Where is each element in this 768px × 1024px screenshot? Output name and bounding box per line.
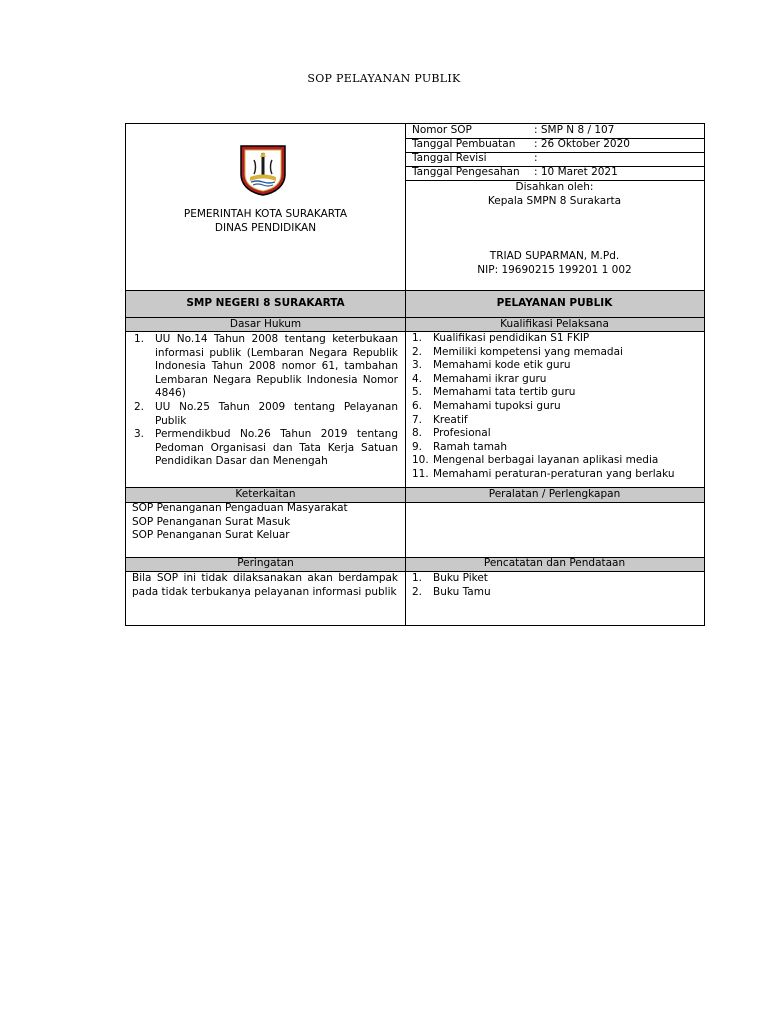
list-item: 4. Memahami ikrar guru [412,372,547,385]
signer-name: TRIAD SUPARMAN, M.Pd. [489,250,620,262]
list-item: SOP Penanganan Pengaduan Masyarakat [132,502,348,514]
list-item: SOP Penanganan Surat Keluar [132,529,290,542]
meta-row-tanggal-pembuatan: Tanggal Pembuatan : 26 Oktober 2020 [412,138,630,150]
document-title: SOP PELAYANAN PUBLIK [307,72,461,85]
kualifikasi-heading: Kualifikasi Pelaksana [500,318,609,330]
list-item: 6. Memahami tupoksi guru [412,399,561,412]
approval-block: Disahkan oleh: Kepala SMPN 8 Surakarta [487,181,622,207]
meta-row-nomor-sop: Nomor SOP : SMP N 8 / 107 [412,124,615,136]
pencatatan-heading: Pencatatan dan Pendataan [483,557,626,569]
peralatan-heading: Peralatan / Perlengkapan [488,488,621,500]
list-item: 5. Memahami tata tertib guru [412,386,576,399]
pencatatan-list [412,572,702,599]
kualifikasi-list [412,332,704,482]
school-name: SMP NEGERI 8 SURAKARTA [186,297,345,309]
organization-name: PEMERINTAH KOTA SURAKARTA DINAS PENDIDIKAN [183,208,348,234]
surakarta-emblem-icon [239,144,287,196]
list-item: 9. Ramah tamah [412,440,508,453]
signer-block [405,250,704,277]
meta-row-tanggal-revisi: Tanggal Revisi : [412,152,538,164]
list-item: 2. UU No.25 Tahun 2009 tentang Pelayanan Publik [134,400,398,427]
list-item: 7. Kreatif [412,413,468,426]
service-name: PELAYANAN PUBLIK [496,297,613,309]
list-item: 2. Memiliki kompetensi yang memadai [412,345,623,358]
list-item: 1. Kualifikasi pendidikan S1 FKIP [412,332,590,344]
dasar-hukum-list [134,333,398,469]
list-item: SOP Penanganan Surat Masuk [132,515,291,528]
list-item: 8. Profesional [412,427,491,440]
signer-nip: NIP: 19690215 199201 1 002 [477,263,632,276]
keterkaitan-list [132,502,402,543]
list-item: 1. Buku Piket [412,572,488,584]
list-item: 3. Permendikbud No.26 Tahun 2019 tentang Pedoman Organisasi dan Tata Kerja Satuan Pendidikan Dasar dan Menengah [134,428,398,468]
list-item: 2. Buku Tamu [412,585,491,598]
peringatan-heading: Peringatan [237,557,294,569]
dasar-hukum-heading: Dasar Hukum [229,318,302,330]
list-item: 3. Memahami kode etik guru [412,359,571,372]
list-item: 1. UU No.14 Tahun 2008 tentang keterbukaan informasi publik (Lembaran Negara Republik Indonesia Tahun 2008 nomor 61, tambahan Lembaran Negara Republik Indonesia Nomor 4846) [134,333,398,400]
sop-table [125,123,705,626]
meta-row-tanggal-pengesahan: Tanggal Pengesahan : 10 Maret 2021 [412,166,618,178]
list-item: 10. Mengenal berbagai layanan aplikasi media [412,454,659,467]
keterkaitan-heading: Keterkaitan [235,488,296,500]
peringatan-text: Bila SOP ini tidak dilaksanakan akan berdampak pada tidak terbukanya pelayanan informasi publik [132,572,398,598]
list-item: 11. Memahami peraturan-peraturan yang berlaku [412,467,675,480]
